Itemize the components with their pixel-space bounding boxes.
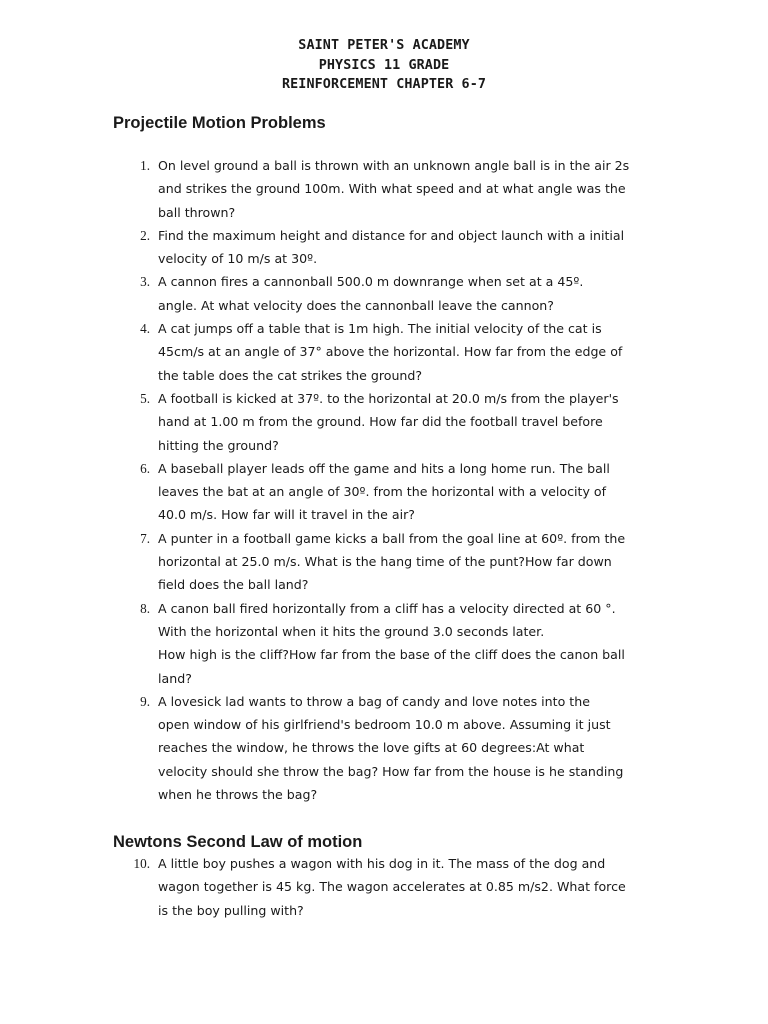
problem-text-line: and strikes the ground 100m. With what speed and at what angle was the xyxy=(158,181,626,197)
problem-item xyxy=(0,387,668,457)
problem-text xyxy=(158,224,668,271)
problem-item xyxy=(0,317,668,387)
problem-item xyxy=(0,457,668,527)
problem-text-line: On level ground a ball is thrown with an unknown angle ball is in the air 2s xyxy=(158,158,630,173)
document-header xyxy=(0,36,768,95)
problem-text-line: reaches the window, he throws the love gifts at 60 degrees:At what xyxy=(158,740,585,756)
problem-text-line: 45cm/s at an angle of 37° above the horizontal. How far from the edge of xyxy=(158,344,623,360)
problem-text-line: is the boy pulling with? xyxy=(158,902,304,918)
problem-text xyxy=(158,387,668,457)
problem-number: 4. xyxy=(140,321,150,337)
problem-item xyxy=(0,270,668,317)
problem-item xyxy=(0,154,668,224)
problem-text-line: velocity should she throw the bag? How far from the house is he standing xyxy=(158,763,624,779)
problem-number: 6. xyxy=(140,460,150,476)
section-title-newtons-second-law: Newtons Second Law of motion xyxy=(113,833,363,851)
problem-text-line: A punter in a football game kicks a ball from the goal line at 60º. from the xyxy=(158,530,626,546)
problem-text-line: Find the maximum height and distance for and object launch with a initial xyxy=(158,227,625,243)
problem-text-line: A cannon fires a cannonball 500.0 m downrange when set at a 45º. xyxy=(158,274,584,290)
problem-text xyxy=(158,457,668,527)
problem-number: 9. xyxy=(140,693,150,709)
problem-text xyxy=(158,270,668,317)
problem-text xyxy=(158,154,668,224)
chapter-title: REINFORCEMENT CHAPTER 6-7 xyxy=(281,77,487,93)
problem-item xyxy=(0,597,668,690)
problem-text-line: leaves the bat at an angle of 30º. from the horizontal with a velocity of xyxy=(158,484,607,500)
problem-number: 3. xyxy=(140,274,150,290)
problem-number: 2. xyxy=(140,227,150,243)
problem-text-line: when he throws the bag? xyxy=(158,787,318,803)
problem-text-line: ball thrown? xyxy=(158,204,236,220)
problem-text-line: field does the ball land? xyxy=(158,577,309,593)
problem-text-line: A cat jumps off a table that is 1m high. The initial velocity of the cat is xyxy=(158,321,602,337)
problem-text-line: With the horizontal when it hits the ground 3.0 seconds later. xyxy=(158,623,545,639)
problem-text-line: A baseball player leads off the game and hits a long home run. The ball xyxy=(158,460,610,476)
problem-list-newton xyxy=(0,852,668,922)
school-name: SAINT PETER'S ACADEMY xyxy=(298,38,470,53)
problem-text-line: A little boy pushes a wagon with his dog in it. The mass of the dog and xyxy=(158,856,606,871)
problem-text xyxy=(158,690,668,806)
problem-text-line: wagon together is 45 kg. The wagon accelerates at 0.85 m/s2. What force xyxy=(158,879,626,895)
problem-item xyxy=(0,527,668,597)
problem-text-line: hitting the ground? xyxy=(158,437,279,453)
problem-text-line: horizontal at 25.0 m/s. What is the hang time of the punt?How far down xyxy=(158,554,612,570)
course-name: PHYSICS 11 GRADE xyxy=(318,57,450,73)
problem-text-line: land? xyxy=(158,670,192,686)
problem-text-line: A canon ball fired horizontally from a cliff has a velocity directed at 60 °. xyxy=(158,600,616,616)
problem-text-line: A lovesick lad wants to throw a bag of candy and love notes into the xyxy=(158,693,590,709)
section-title-projectile-motion: Projectile Motion Problems xyxy=(113,114,326,132)
problem-list-projectile xyxy=(0,154,668,806)
problem-text xyxy=(158,597,668,690)
problem-text xyxy=(158,852,668,922)
problem-number: 5. xyxy=(140,390,150,406)
problem-text xyxy=(158,527,668,597)
problem-number: 1. xyxy=(140,158,150,173)
problem-text-line: A football is kicked at 37º. to the horizontal at 20.0 m/s from the player's xyxy=(158,390,619,406)
problem-text-line: 40.0 m/s. How far will it travel in the air? xyxy=(158,507,415,523)
problem-text xyxy=(158,317,668,387)
problem-text-line: open window of his girlfriend's bedroom 10.0 m above. Assuming it just xyxy=(158,717,611,733)
problem-text-line: angle. At what velocity does the cannonball leave the cannon? xyxy=(158,297,554,313)
problem-number: 10. xyxy=(133,856,150,871)
problem-text-line: hand at 1.00 m from the ground. How far did the football travel before xyxy=(158,414,603,430)
problem-number: 8. xyxy=(140,600,150,616)
problem-item xyxy=(0,852,668,922)
problem-item xyxy=(0,224,668,271)
problem-text-line: velocity of 10 m/s at 30º. xyxy=(158,251,318,267)
problem-text-line: the table does the cat strikes the ground? xyxy=(158,367,423,383)
problem-number: 7. xyxy=(140,530,150,546)
problem-text-line: How high is the cliff?How far from the base of the cliff does the canon ball xyxy=(158,647,625,663)
problem-item xyxy=(0,690,668,806)
